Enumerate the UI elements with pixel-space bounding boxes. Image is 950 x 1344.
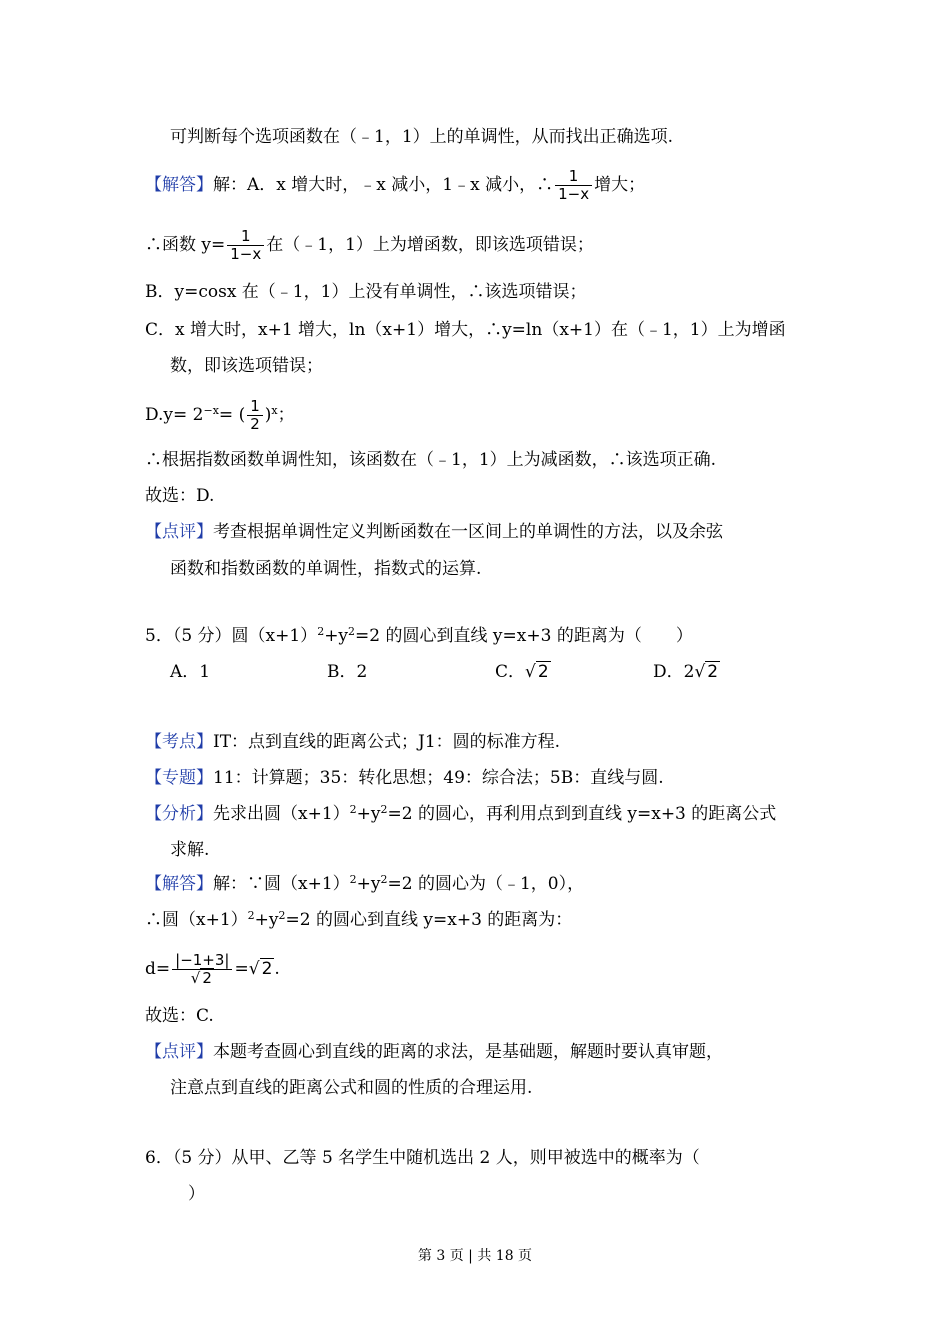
text-line: 注意点到直线的距离公式和圆的性质的合理运用.	[170, 1078, 533, 1098]
option-label: C．	[495, 662, 526, 682]
text-span: )	[264, 405, 272, 425]
section-tag: 【点评】	[145, 1042, 213, 1062]
radicand: 2	[537, 662, 549, 682]
text-span: 考查根据单调性定义判断函数在一区间上的单调性的方法，以及余弦	[213, 522, 723, 542]
text-line	[145, 802, 776, 826]
text-span: =2 的圆心为（﹣1，0），	[387, 874, 585, 894]
text-line	[145, 872, 584, 896]
superscript: 2	[278, 909, 286, 922]
question-6: 6．（5 分）从甲、乙等 5 名学生中随机选出 2 人，则甲被选中的概率为（	[145, 1148, 700, 1168]
fraction-numerator: 1	[247, 398, 263, 416]
text-line: 函数和指数函数的单调性，指数式的运算.	[170, 559, 482, 579]
superscript: 2	[247, 909, 255, 922]
fraction-numerator: 1	[227, 228, 264, 246]
superscript: x	[271, 404, 278, 417]
radicand: 2	[261, 959, 273, 979]
section-tag: 【考点】	[145, 732, 213, 752]
text-line: 求解.	[170, 840, 210, 860]
sqrt: √ 2	[190, 969, 212, 987]
fraction	[555, 168, 592, 203]
option-a: A．1	[170, 662, 211, 682]
sqrt: √ 2	[525, 662, 549, 682]
sqrt: √ 2	[248, 959, 273, 979]
text-line	[145, 520, 723, 544]
text-span: ∴圆（x+1）	[145, 910, 248, 930]
radicand: 2	[202, 969, 212, 987]
fraction-denominator	[172, 970, 232, 987]
section-tag: 【解答】	[145, 175, 213, 195]
text-line: 故选：D.	[145, 486, 215, 506]
text-line: C．x 增大时，x+1 增大，ln（x+1）增大，∴y=ln（x+1）在（﹣1，1）上为增函	[145, 320, 786, 340]
text-span: 本题考查圆心到直线的距离的求法，是基础题，解题时要认真审题，	[213, 1042, 723, 1062]
text-span: =	[234, 959, 249, 979]
sqrt: √ 2	[694, 662, 719, 682]
text-line	[145, 908, 572, 932]
section-tag: 【专题】	[145, 768, 213, 788]
section-tag: 【解答】	[145, 874, 213, 894]
fraction-denominator: 1−x	[558, 185, 590, 203]
text-span: 11：计算题；35：转化思想；49：综合法；5B：直线与圆.	[213, 768, 664, 788]
fraction-numerator: |−1+3|	[172, 952, 232, 970]
superscript: 2	[380, 873, 388, 886]
fraction-denominator: 2	[250, 415, 260, 433]
text-span: =2 的圆心，再利用点到到直线 y=x+3 的距离公式	[387, 804, 777, 824]
text-line	[145, 730, 560, 754]
fraction	[227, 228, 264, 263]
text-span: d=	[145, 959, 171, 979]
text-line: 故选：C.	[145, 1006, 214, 1026]
superscript: 2	[317, 625, 325, 638]
text-span: +y	[356, 874, 381, 894]
text-line: 数，即该选项错误；	[170, 356, 323, 376]
text-span: 解：A．x 增大时，﹣x 减小，1﹣x 减小，∴	[213, 175, 554, 195]
text-span: .	[274, 959, 280, 979]
text-line	[145, 398, 295, 433]
question-5	[145, 624, 693, 648]
text-line: ∴根据指数函数单调性知，该函数在（﹣1，1）上为减函数，∴该选项正确.	[145, 450, 717, 470]
text-span: 在（﹣1，1）上为增函数，即该选项错误；	[266, 235, 594, 255]
text-span: 解：∵圆（x+1）	[213, 874, 350, 894]
text-span: +y	[324, 626, 349, 646]
text-span: = (	[218, 405, 246, 425]
text-line: 可判断每个选项函数在（﹣1，1）上的单调性，从而找出正确选项.	[170, 127, 674, 147]
section-tag: 【点评】	[145, 522, 213, 542]
fraction-denominator: 1−x	[230, 245, 262, 263]
superscript: 2	[348, 625, 356, 638]
text-line	[145, 766, 664, 790]
section-tag: 【分析】	[145, 804, 213, 824]
fraction	[172, 952, 232, 987]
text-span: 先求出圆（x+1）	[213, 804, 350, 824]
option-b: B．2	[327, 662, 368, 682]
text-line	[145, 168, 645, 203]
text-span: =2 的圆心到直线 y=x+3 的距离为：	[285, 910, 573, 930]
text-span: +y	[356, 804, 381, 824]
text-span: +y	[254, 910, 279, 930]
text-line	[145, 1040, 723, 1064]
option-c	[495, 660, 551, 684]
radicand: 2	[707, 662, 719, 682]
text-line	[145, 952, 280, 987]
superscript: 2	[349, 873, 357, 886]
text-span: ；	[277, 405, 295, 425]
text-span: ∴函数 y=	[145, 235, 226, 255]
superscript: 2	[380, 803, 388, 816]
text-span: 增大；	[594, 175, 646, 195]
text-span: =2 的圆心到直线 y=x+3 的距离为（ ）	[355, 626, 693, 646]
superscript: 2	[349, 803, 357, 816]
text-span: 5．（5 分）圆（x+1）	[145, 626, 318, 646]
text-span: IT：点到直线的距离公式；J1：圆的标准方程.	[213, 732, 561, 752]
fraction-numerator: 1	[555, 168, 592, 186]
text-line: B．y=cosx 在（﹣1，1）上没有单调性，∴该选项错误；	[145, 282, 587, 302]
superscript: −x	[203, 404, 219, 417]
option-d	[653, 660, 720, 684]
text-line: ）	[188, 1184, 205, 1204]
text-line	[145, 228, 594, 263]
option-label: D．2	[653, 662, 695, 682]
fraction	[247, 398, 263, 433]
text-span: D.y= 2	[145, 405, 204, 425]
page-footer: 第 3 页 | 共 18 页	[417, 1248, 533, 1264]
